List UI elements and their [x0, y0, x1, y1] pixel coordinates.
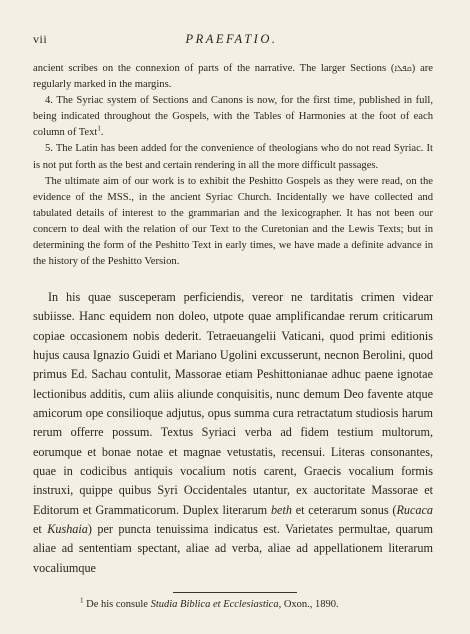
italic-rucaca: Rucaca — [396, 502, 433, 517]
page-header — [33, 32, 430, 48]
footnote-marker: 1 — [97, 124, 101, 133]
syriac-term: ܩܦܠܐ — [394, 64, 412, 74]
running-title: PRAEFATIO. — [185, 32, 278, 46]
italic-kushaia: Kushaia — [47, 522, 88, 537]
paragraph-sections: ancient scribes on the connexion of parts of the narrative. The larger Sections (ܩܦܠܐ) are regularly marked in the margins. — [33, 63, 433, 91]
footnote-number: 1 — [80, 596, 84, 605]
footnote-rule — [173, 592, 297, 593]
paragraph-aim: The ultimate aim of our work is to exhibit the Peshitto Gospels as they were read, on the evidence of the MSS., in the ancient Syriac Church. Incidentally we have collected and tabulated details of interest to the grammarian and the lexicographer. It has not been our concern to deal with the relation of our Text to the Curetonian and the Lewis Texts; but in determining the form of the Peshitto Text in early times, we have made a definite advance in the history of the Peshitto Version. — [33, 175, 433, 268]
page-number: vii — [33, 32, 48, 46]
italic-beth: beth — [270, 502, 292, 517]
footnote: $^1$ De his consule Studia Biblica et Ecclesiastica, Oxon., 1890. — [80, 596, 339, 610]
paragraph-4: 4. The Syriac system of Sections and Canons is now, for the first time, published in full, being indicated throughout the Gospels, with the Tables of Harmonies at the foot of each column of Text$^1$. — [33, 95, 433, 139]
footnote-title: Studia Biblica et Ecclesiastica — [150, 599, 279, 610]
latin-paragraph: In his quae susceperam perficiendis, vereor ne tarditatis crimen videar subiisse. Hanc equidem non doleo, utpote quae amplificandae rerum criticarum copiae occasionem nobis dederit. Tetraeuangelii Vaticani, quod primi editionis hujus causa Ignazio Guidi et Mariano Ugolini excusserunt, necnon Berolini, quod primus Ed. Sachau contulit, Massorae etiam Peshittonianae adhuc paene ignotae lectionibus additis, cum aliis aliunde conquisitis, nunc demum Deo favente atque amicorum ope consilioque adjutus, opus summa cura retractatum studiosis harum rerum offerre possum. Textus Syriaci verba ad fidem testium multorum, eorumque et bonae notae et magnae vetustatis, recensui. Literas consonantes, quae in codicibus antiquis vocalium notis carent, Graecis vocalium formis instruxi, quippe quibus Syri Occidentales utantur, ex auctoritate Massorae et Editorum et Grammaticorum. Duplex literarum beth et ceterarum sonus (Rucaca et Kushaia) per puncta tenuissima indicatus est. Varietates permultae, quarum aliae ad sententiam spectant, aliae ad verba, aliae ad appellationem literarum vocaliumque — [33, 290, 433, 575]
paragraph-5: 5. The Latin has been added for the convenience of theologians who do not read Syriac. It is not put forth as the best and certain rendering in all the more difficult passages. — [33, 143, 433, 171]
latin-text — [33, 288, 433, 578]
english-text — [33, 61, 433, 270]
